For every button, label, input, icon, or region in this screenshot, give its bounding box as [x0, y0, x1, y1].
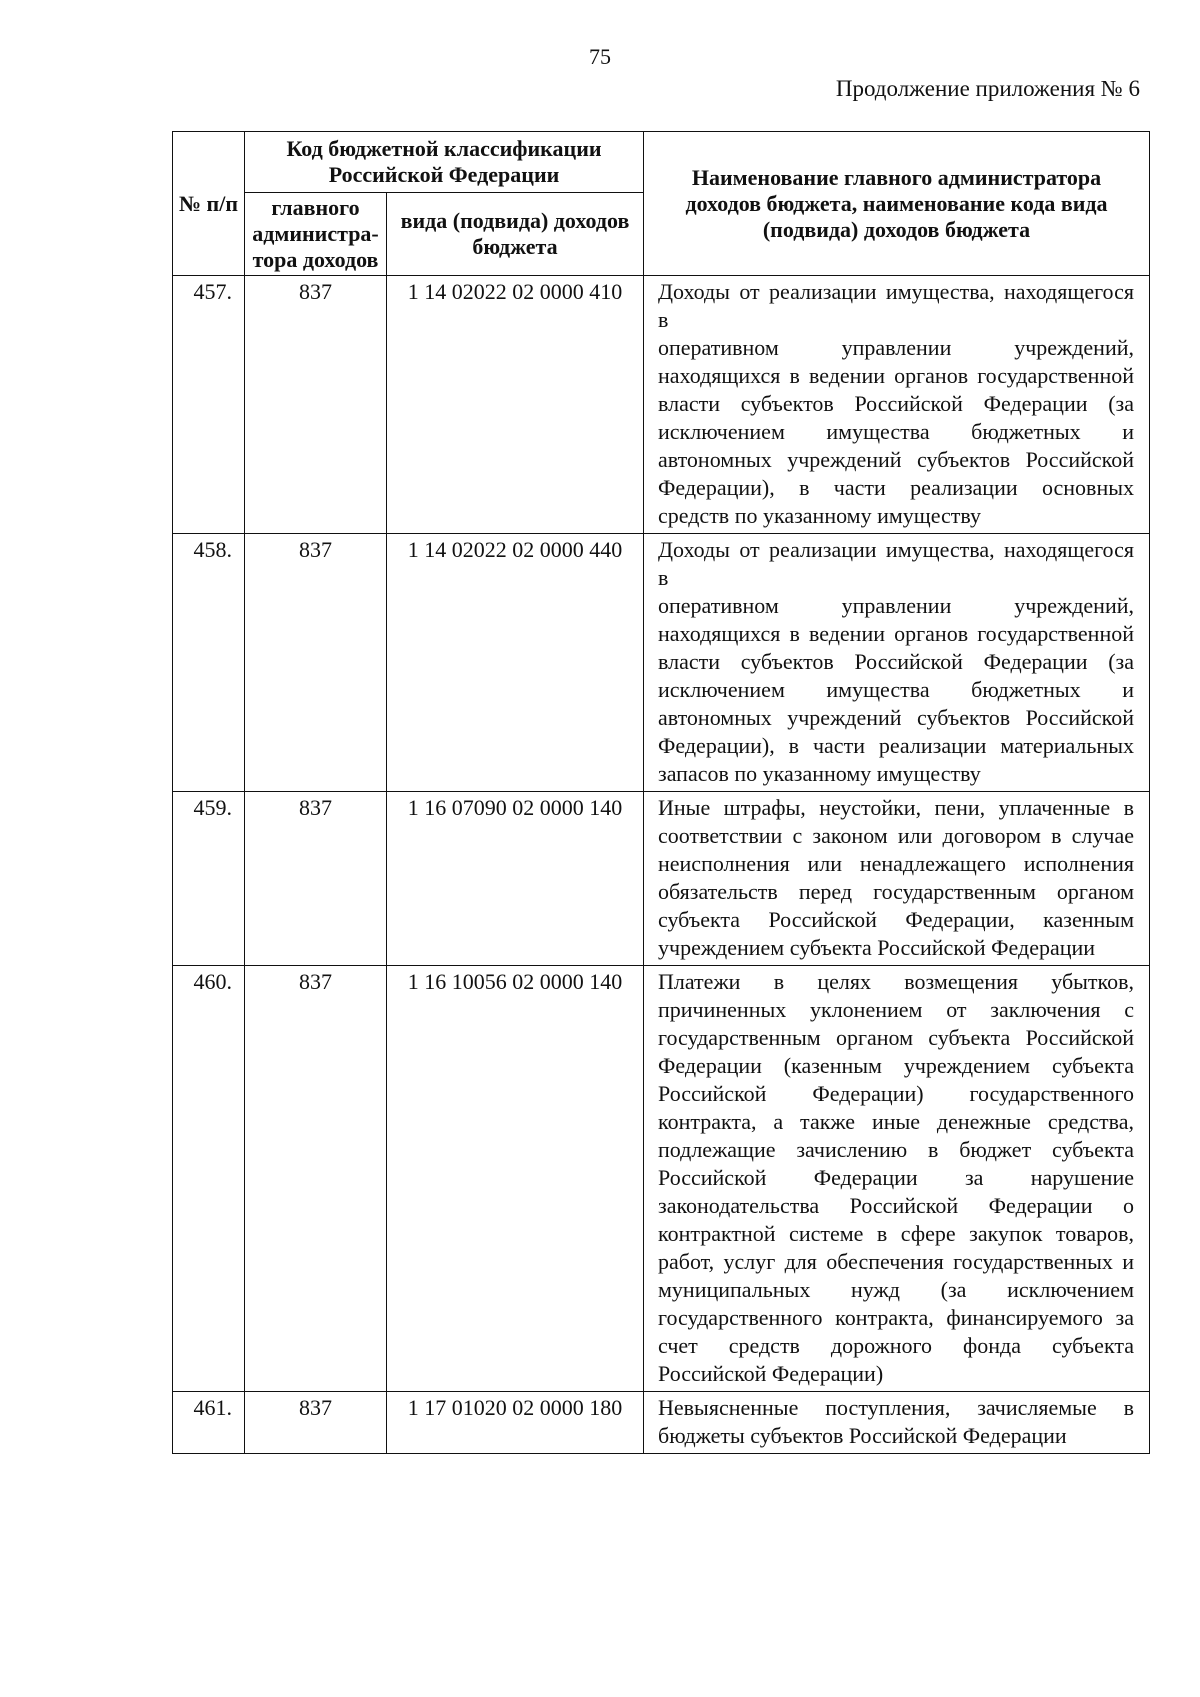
- income-name-line: автономных учреждений субъектов Российской: [658, 447, 1134, 472]
- table-row: [173, 1392, 1150, 1454]
- income-name-line: оперативном управлении учреждений,: [658, 335, 1134, 360]
- income-name-line: государственным органом субъекта Российской: [658, 1025, 1134, 1050]
- income-name-line: Доходы от реализации имущества, находящегося в: [658, 537, 1134, 590]
- income-name-line: автономных учреждений субъектов Российской: [658, 705, 1134, 730]
- income-name-line: неисполнения или ненадлежащего исполнения: [658, 851, 1134, 876]
- admin-code: 837: [245, 966, 387, 1392]
- appendix-caption: Продолжение приложения № 6: [835, 76, 1140, 101]
- income-name-line: Федерации), в части реализации материальных: [658, 733, 1134, 758]
- income-name: [644, 966, 1150, 1392]
- income-name-line: власти субъектов Российской Федерации (за: [658, 649, 1134, 674]
- row-number: 459.: [173, 792, 245, 966]
- header-kbk-group: Код бюджетной классификации Российской Федерации: [245, 132, 644, 193]
- income-name-line: муниципальных нужд (за исключением: [658, 1277, 1134, 1302]
- admin-code: 837: [245, 792, 387, 966]
- income-name-line: исключением имущества бюджетных и: [658, 419, 1134, 444]
- income-code: 1 17 01020 02 0000 180: [387, 1392, 644, 1454]
- income-name-line: обязательств перед государственным органом: [658, 879, 1134, 904]
- admin-code: 837: [245, 534, 387, 792]
- table-row: [173, 534, 1150, 792]
- income-name-line: Невыясненные поступления, зачисляемые в: [658, 1395, 1134, 1420]
- budget-classification-table: [172, 131, 1150, 1454]
- page-number: 75: [589, 44, 611, 69]
- income-name-line: оперативном управлении учреждений,: [658, 593, 1134, 618]
- row-number: 461.: [173, 1392, 245, 1454]
- income-code: 1 14 02022 02 0000 410: [387, 276, 644, 534]
- income-name-line: власти субъектов Российской Федерации (за: [658, 391, 1134, 416]
- income-name-line: бюджеты субъектов Российской Федерации: [658, 1423, 1067, 1448]
- income-name-line: субъекта Российской Федерации, казенным: [658, 907, 1134, 932]
- income-name-line: соответствии с законом или договором в случае: [658, 823, 1134, 848]
- table-row: [173, 276, 1150, 534]
- income-name-line: контракта, а также иные денежные средства,: [658, 1109, 1134, 1134]
- income-code: 1 14 02022 02 0000 440: [387, 534, 644, 792]
- admin-code: 837: [245, 1392, 387, 1454]
- income-name-line: Российской Федерации) государственного: [658, 1081, 1134, 1106]
- income-code: 1 16 10056 02 0000 140: [387, 966, 644, 1392]
- income-name-line: Федерации), в части реализации основных: [658, 475, 1134, 500]
- income-name-line: находящихся в ведении органов государственной: [658, 363, 1134, 388]
- income-name-line: запасов по указанному имуществу: [658, 761, 981, 786]
- income-name-line: счет средств дорожного фонда субъекта: [658, 1333, 1134, 1358]
- income-name-line: Российской Федерации за нарушение: [658, 1165, 1134, 1190]
- income-name-line: Федерации (казенным учреждением субъекта: [658, 1053, 1134, 1078]
- table-row: [173, 792, 1150, 966]
- admin-code: 837: [245, 276, 387, 534]
- row-number: 457.: [173, 276, 245, 534]
- header-number: № п/п: [173, 132, 245, 276]
- income-name-line: контрактной системе в сфере закупок товаров,: [658, 1221, 1134, 1246]
- income-name-line: подлежащие зачислению в бюджет субъекта: [658, 1137, 1134, 1162]
- row-number: 458.: [173, 534, 245, 792]
- income-name-line: работ, услуг для обеспечения государственных и: [658, 1249, 1134, 1274]
- row-number: 460.: [173, 966, 245, 1392]
- income-name: [644, 792, 1150, 966]
- header-name: Наименование главного администратора доходов бюджета, наименование кода вида (подвида) доходов бюджета: [644, 132, 1150, 276]
- income-name-line: причиненных уклонением от заключения с: [658, 997, 1134, 1022]
- income-name-line: средств по указанному имуществу: [658, 503, 982, 528]
- income-name: [644, 534, 1150, 792]
- income-name: [644, 276, 1150, 534]
- income-code: 1 16 07090 02 0000 140: [387, 792, 644, 966]
- income-name-line: находящихся в ведении органов государственной: [658, 621, 1134, 646]
- income-name-line: государственного контракта, финансируемого за: [658, 1305, 1134, 1330]
- table-row: [173, 966, 1150, 1392]
- income-name-line: Иные штрафы, неустойки, пени, уплаченные в: [658, 795, 1134, 820]
- income-name-line: Платежи в целях возмещения убытков,: [658, 969, 1134, 994]
- header-code: вида (подвида) доходов бюджета: [387, 193, 644, 276]
- income-name-line: Доходы от реализации имущества, находящегося в: [658, 279, 1134, 332]
- header-admin: главного администра-тора доходов: [245, 193, 387, 276]
- income-name-line: учреждением субъекта Российской Федерации: [658, 935, 1096, 960]
- header-row-top: [173, 132, 1150, 193]
- income-name-line: Российской Федерации): [658, 1361, 884, 1386]
- income-name: [644, 1392, 1150, 1454]
- income-name-line: законодательства Российской Федерации о: [658, 1193, 1134, 1218]
- income-name-line: исключением имущества бюджетных и: [658, 677, 1134, 702]
